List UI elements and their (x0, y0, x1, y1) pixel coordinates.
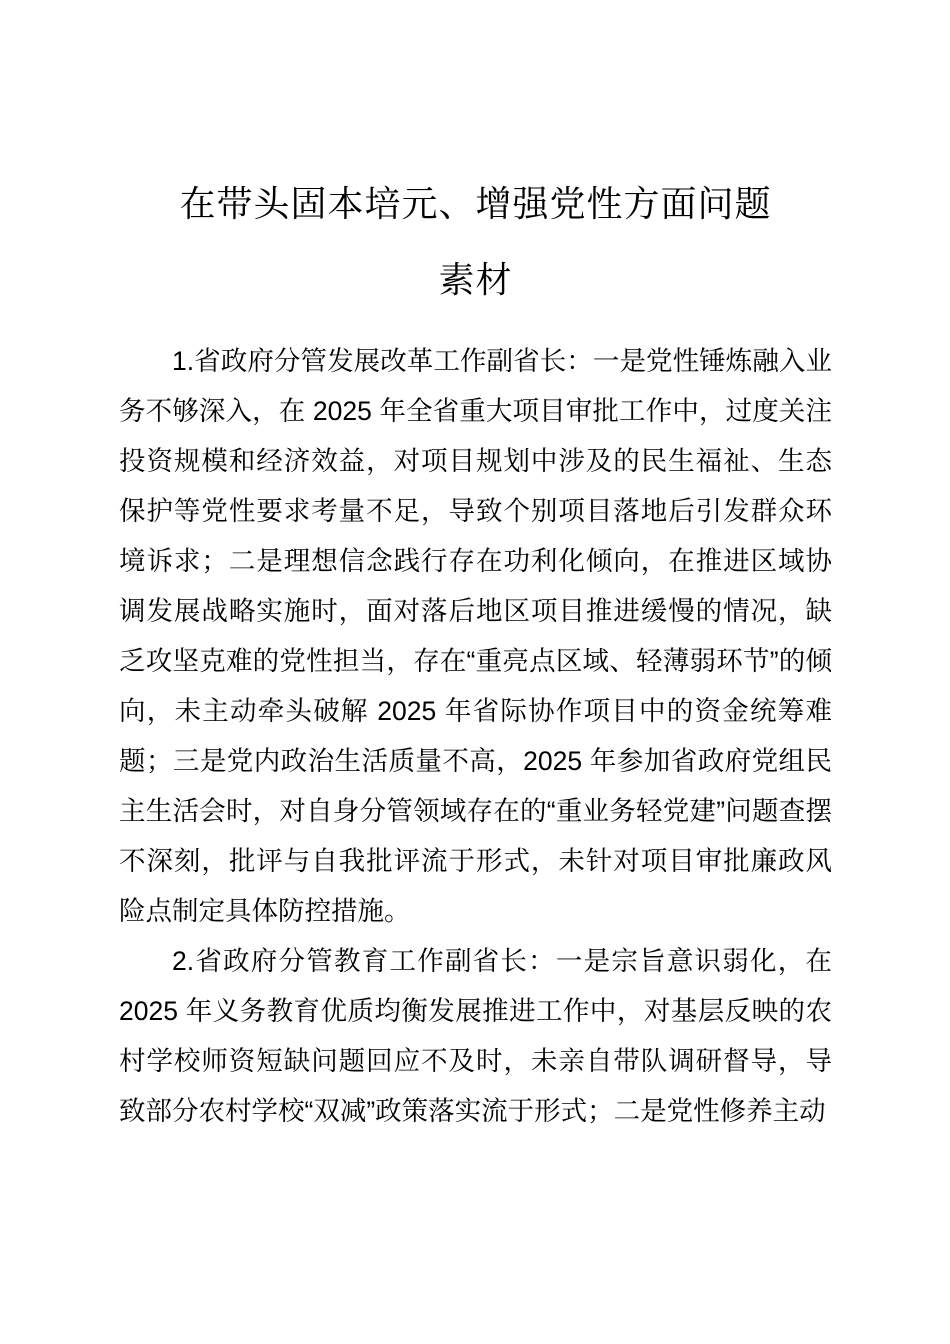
paragraph-1: 1.省政府分管发展改革工作副省长：一是党性锤炼融入业务不够深入，在 2025 年全省重大项目审批工作中，过度关注投资规模和经济效益，对项目规划中涉及的民生福祉、生态保护等党性要求考量不足，导致个别项目落地后引发群众环境诉求；二是理想信念践行存在功利化倾向，在推进区域协调发展战略实施时，面对落后地区项目推进缓慢的情况，缺乏攻坚克难的党性担当，存在“重亮点区域、轻薄弱环节”的倾向，未主动牵头破解 2025 年省际协作项目中的资金统筹难题；三是党内政治生活质量不高，2025 年参加省政府党组民主生活会时，对自身分管领域存在的“重业务轻党建”问题查摆不深刻，批评与自我批评流于形式，未针对项目审批廉政风险点制定具体防控措施。 (119, 346, 832, 926)
paragraph-2: 2.省政府分管教育工作副省长：一是宗旨意识弱化，在 2025 年义务教育优质均衡发展推进工作中，对基层反映的农村学校师资短缺问题回应不及时，未亲自带队调研督导，导致部分农村学校“双减”政策落实流于形式；二是党性修养主动 (119, 946, 832, 1126)
document-title-line-1: 在带头固本培元、增强党性方面问题 (179, 183, 772, 224)
document-title (119, 166, 832, 318)
document-title-line-2: 素材 (438, 259, 513, 300)
document-body (119, 336, 832, 1136)
